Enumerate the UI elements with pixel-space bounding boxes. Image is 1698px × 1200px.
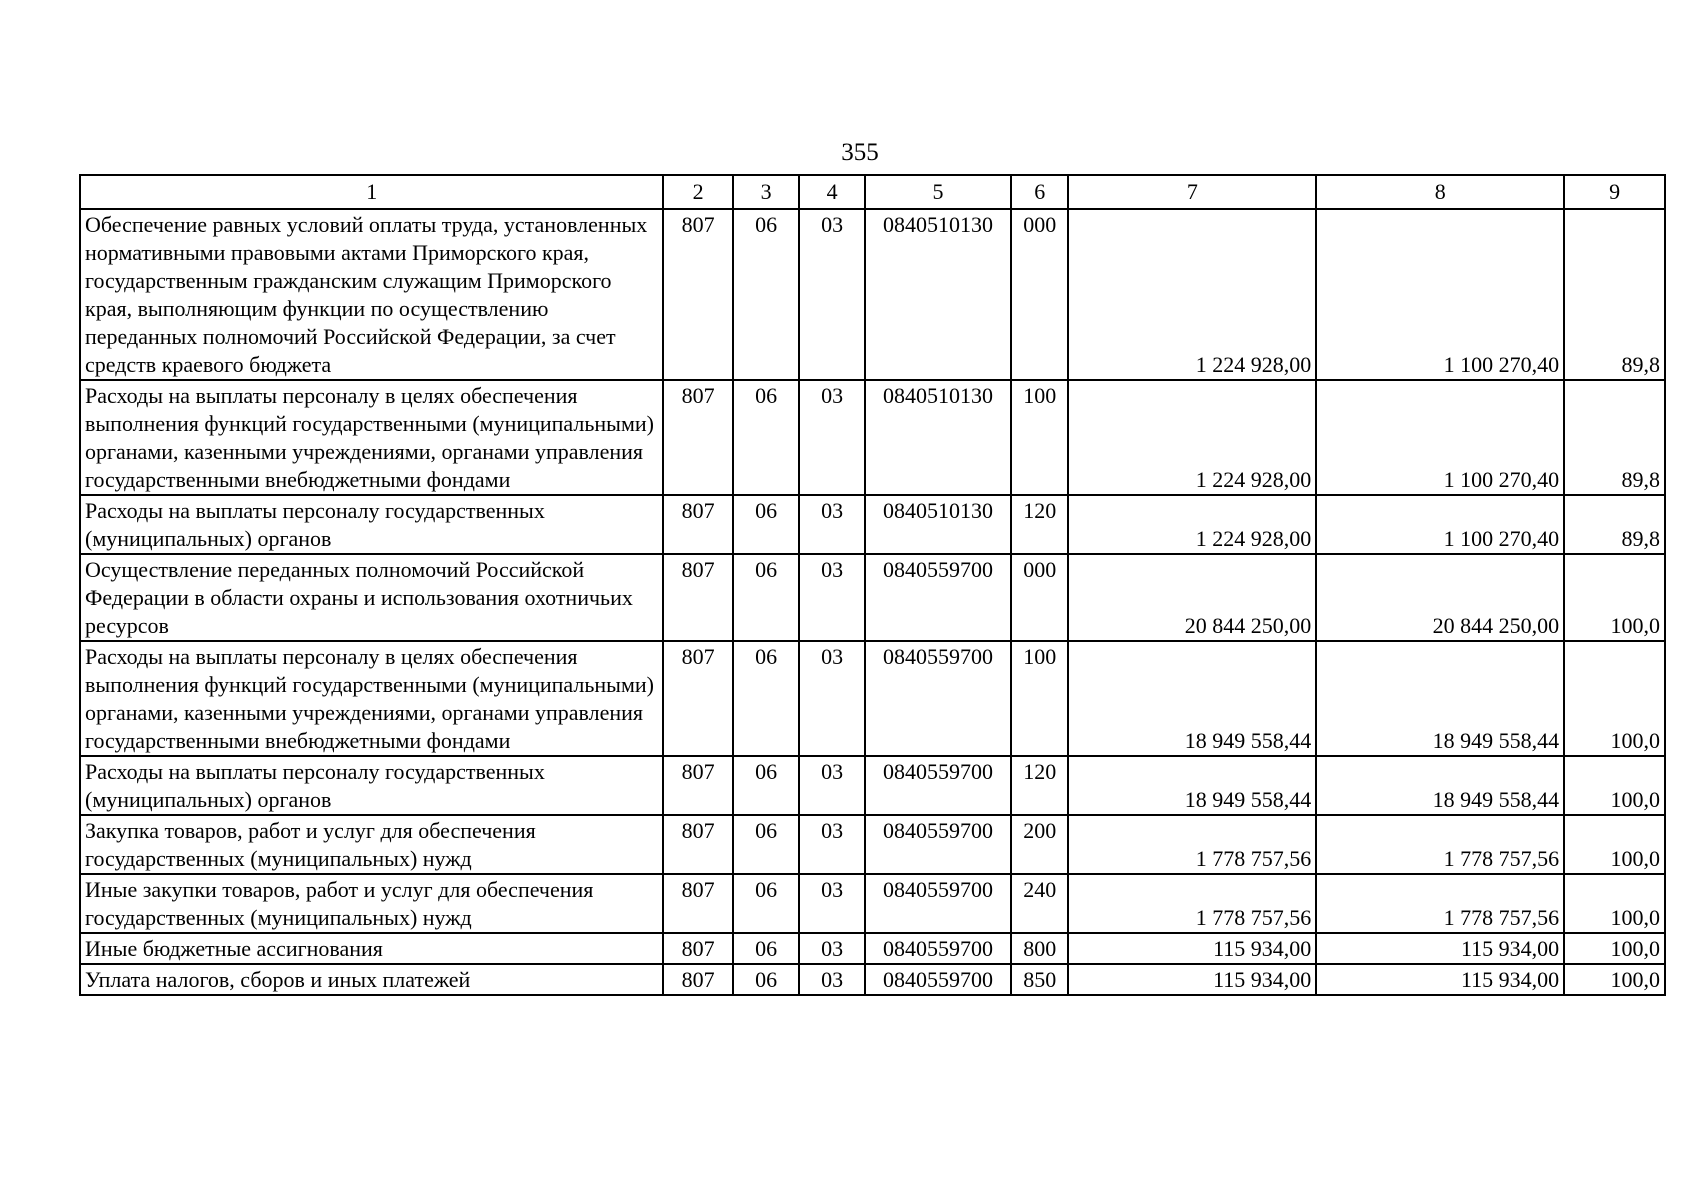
row-code-expense-type-cell: 240 <box>1011 874 1068 933</box>
header-cell-1: 1 <box>80 175 663 209</box>
row-percent-cell: 89,8 <box>1564 209 1665 380</box>
row-actual-amount-cell: 1 100 270,40 <box>1316 209 1564 380</box>
row-name-cell: Обеспечение равных условий оплаты труда, установленных нормативными правовыми актами Приморского края, государственным гражданским служащим Приморского края, выполняющим функции по осуществлению переданных полномочий Российской Федерации, за счет средств краевого бюджета <box>80 209 663 380</box>
row-actual-amount-cell: 18 949 558,44 <box>1316 641 1564 756</box>
table-row <box>80 554 1665 641</box>
row-code-target-article-cell: 0840559700 <box>865 874 1011 933</box>
table-row <box>80 756 1665 815</box>
row-name-cell: Расходы на выплаты персоналу в целях обеспечения выполнения функций государственными (муниципальными) органами, казенными учреждениями, органами управления государственными внебюджетными фондами <box>80 380 663 495</box>
row-percent-cell: 89,8 <box>1564 495 1665 554</box>
row-code-ministry-cell: 807 <box>663 933 733 964</box>
row-actual-amount-cell: 1 100 270,40 <box>1316 380 1564 495</box>
row-code-subsection-cell: 03 <box>799 874 864 933</box>
row-code-target-article-cell: 0840510130 <box>865 380 1011 495</box>
row-code-target-article-cell: 0840510130 <box>865 495 1011 554</box>
row-code-expense-type-cell: 120 <box>1011 495 1068 554</box>
header-cell-7: 7 <box>1068 175 1316 209</box>
row-code-target-article-cell: 0840510130 <box>865 209 1011 380</box>
row-code-ministry-cell: 807 <box>663 209 733 380</box>
row-code-ministry-cell: 807 <box>663 641 733 756</box>
row-code-subsection-cell: 03 <box>799 641 864 756</box>
row-code-expense-type-cell: 200 <box>1011 815 1068 874</box>
row-name-cell: Закупка товаров, работ и услуг для обеспечения государственных (муниципальных) нужд <box>80 815 663 874</box>
row-percent-cell: 100,0 <box>1564 933 1665 964</box>
header-cell-6: 6 <box>1011 175 1068 209</box>
row-code-ministry-cell: 807 <box>663 495 733 554</box>
table-body <box>80 175 1665 995</box>
row-code-ministry-cell: 807 <box>663 554 733 641</box>
row-code-section-cell: 06 <box>733 874 800 933</box>
row-percent-cell: 100,0 <box>1564 874 1665 933</box>
row-code-subsection-cell: 03 <box>799 933 864 964</box>
row-code-target-article-cell: 0840559700 <box>865 933 1011 964</box>
row-code-target-article-cell: 0840559700 <box>865 756 1011 815</box>
row-plan-amount-cell: 115 934,00 <box>1068 964 1316 995</box>
table-row <box>80 874 1665 933</box>
row-code-subsection-cell: 03 <box>799 554 864 641</box>
row-code-target-article-cell: 0840559700 <box>865 641 1011 756</box>
row-code-section-cell: 06 <box>733 495 800 554</box>
row-plan-amount-cell: 1 224 928,00 <box>1068 495 1316 554</box>
row-percent-cell: 89,8 <box>1564 380 1665 495</box>
row-plan-amount-cell: 115 934,00 <box>1068 933 1316 964</box>
row-code-subsection-cell: 03 <box>799 964 864 995</box>
row-code-target-article-cell: 0840559700 <box>865 964 1011 995</box>
row-plan-amount-cell: 18 949 558,44 <box>1068 641 1316 756</box>
row-plan-amount-cell: 18 949 558,44 <box>1068 756 1316 815</box>
row-name-cell: Иные бюджетные ассигнования <box>80 933 663 964</box>
row-actual-amount-cell: 115 934,00 <box>1316 964 1564 995</box>
row-code-section-cell: 06 <box>733 964 800 995</box>
row-actual-amount-cell: 1 778 757,56 <box>1316 874 1564 933</box>
page-number: 355 <box>841 139 879 166</box>
row-plan-amount-cell: 20 844 250,00 <box>1068 554 1316 641</box>
row-actual-amount-cell: 1 100 270,40 <box>1316 495 1564 554</box>
header-cell-5: 5 <box>865 175 1011 209</box>
row-percent-cell: 100,0 <box>1564 964 1665 995</box>
row-percent-cell: 100,0 <box>1564 815 1665 874</box>
table-row <box>80 380 1665 495</box>
row-code-ministry-cell: 807 <box>663 815 733 874</box>
row-actual-amount-cell: 1 778 757,56 <box>1316 815 1564 874</box>
row-percent-cell: 100,0 <box>1564 554 1665 641</box>
row-code-expense-type-cell: 120 <box>1011 756 1068 815</box>
row-code-subsection-cell: 03 <box>799 815 864 874</box>
header-cell-9: 9 <box>1564 175 1665 209</box>
row-name-cell: Расходы на выплаты персоналу государственных (муниципальных) органов <box>80 756 663 815</box>
header-cell-3: 3 <box>733 175 800 209</box>
row-code-section-cell: 06 <box>733 756 800 815</box>
row-name-cell: Расходы на выплаты персоналу в целях обеспечения выполнения функций государственными (муниципальными) органами, казенными учреждениями, органами управления государственными внебюджетными фондами <box>80 641 663 756</box>
row-plan-amount-cell: 1 224 928,00 <box>1068 380 1316 495</box>
row-code-expense-type-cell: 100 <box>1011 641 1068 756</box>
row-code-expense-type-cell: 800 <box>1011 933 1068 964</box>
row-plan-amount-cell: 1 224 928,00 <box>1068 209 1316 380</box>
row-name-cell: Расходы на выплаты персоналу государственных (муниципальных) органов <box>80 495 663 554</box>
row-actual-amount-cell: 18 949 558,44 <box>1316 756 1564 815</box>
row-plan-amount-cell: 1 778 757,56 <box>1068 874 1316 933</box>
row-name-cell: Осуществление переданных полномочий Российской Федерации в области охраны и использования охотничьих ресурсов <box>80 554 663 641</box>
row-code-section-cell: 06 <box>733 380 800 495</box>
header-cell-2: 2 <box>663 175 733 209</box>
row-code-target-article-cell: 0840559700 <box>865 815 1011 874</box>
row-code-ministry-cell: 807 <box>663 380 733 495</box>
row-code-ministry-cell: 807 <box>663 964 733 995</box>
table-row <box>80 495 1665 554</box>
row-code-subsection-cell: 03 <box>799 380 864 495</box>
row-code-section-cell: 06 <box>733 933 800 964</box>
row-code-ministry-cell: 807 <box>663 874 733 933</box>
row-percent-cell: 100,0 <box>1564 641 1665 756</box>
row-code-section-cell: 06 <box>733 554 800 641</box>
row-code-section-cell: 06 <box>733 815 800 874</box>
header-cell-4: 4 <box>799 175 864 209</box>
row-actual-amount-cell: 20 844 250,00 <box>1316 554 1564 641</box>
table-row <box>80 933 1665 964</box>
row-code-expense-type-cell: 850 <box>1011 964 1068 995</box>
table-header-row <box>80 175 1665 209</box>
row-code-expense-type-cell: 100 <box>1011 380 1068 495</box>
table-row <box>80 815 1665 874</box>
row-plan-amount-cell: 1 778 757,56 <box>1068 815 1316 874</box>
table-row <box>80 209 1665 380</box>
budget-table <box>79 174 1666 996</box>
row-code-section-cell: 06 <box>733 641 800 756</box>
row-code-subsection-cell: 03 <box>799 209 864 380</box>
row-name-cell: Иные закупки товаров, работ и услуг для обеспечения государственных (муниципальных) нужд <box>80 874 663 933</box>
table-row <box>80 964 1665 995</box>
table-row <box>80 641 1665 756</box>
row-code-ministry-cell: 807 <box>663 756 733 815</box>
row-code-section-cell: 06 <box>733 209 800 380</box>
row-actual-amount-cell: 115 934,00 <box>1316 933 1564 964</box>
row-code-expense-type-cell: 000 <box>1011 209 1068 380</box>
row-code-expense-type-cell: 000 <box>1011 554 1068 641</box>
row-name-cell: Уплата налогов, сборов и иных платежей <box>80 964 663 995</box>
row-code-subsection-cell: 03 <box>799 756 864 815</box>
row-code-target-article-cell: 0840559700 <box>865 554 1011 641</box>
header-cell-8: 8 <box>1316 175 1564 209</box>
row-code-subsection-cell: 03 <box>799 495 864 554</box>
row-percent-cell: 100,0 <box>1564 756 1665 815</box>
